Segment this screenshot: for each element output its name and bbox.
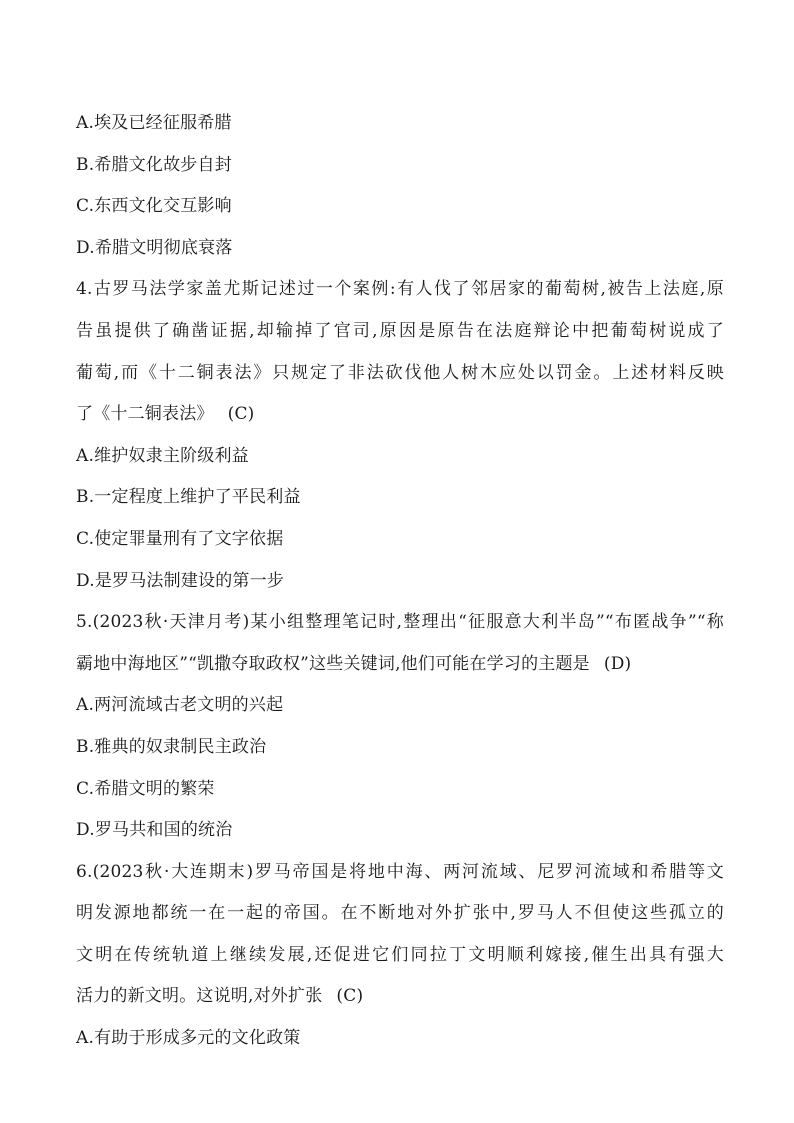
document-page — [76, 103, 724, 1060]
question-5-stem — [76, 602, 724, 685]
question-4-line-4-text: 了《十二铜表法》 — [76, 404, 214, 425]
option-4b: B.一定程度上维护了平民利益 — [76, 487, 301, 508]
option-3a: A.埃及已经征服希腊 — [76, 113, 232, 133]
question-6-answer: (C) — [336, 986, 364, 1007]
option-3c: C.东西文化交互影响 — [76, 196, 232, 217]
question-4-line-1: 4.古罗马法学家盖尤斯记述过一个案例:有人伐了邻居家的葡萄树,被告上法庭,原 — [76, 279, 724, 300]
question-6-line-4 — [76, 976, 724, 1018]
question-4-answer: (C) — [227, 404, 255, 425]
option-6a: A.有助于形成多元的文化政策 — [76, 1028, 301, 1049]
question-6-line-3: 文明在传统轨道上继续发展,还促进它们同拉丁文明顺利嫁接,催生出具有强大 — [76, 944, 724, 965]
question-4-line-4 — [76, 394, 724, 436]
question-4-stem — [76, 269, 724, 435]
question-4-line-2: 告虽提供了确凿证据,却输掉了官司,原因是原告在法庭辩论中把葡萄树说成了 — [76, 320, 724, 341]
question-5-options — [76, 685, 724, 851]
option-4c: C.使定罪量刑有了文字依据 — [76, 528, 284, 549]
option-5c: C.希腊文明的繁荣 — [76, 778, 215, 799]
option-5b: B.雅典的奴隶制民主政治 — [76, 736, 267, 757]
option-5a: A.两河流域古老文明的兴起 — [76, 695, 284, 716]
question-6-line-4-text: 活力的新文明。这说明,对外扩张 — [76, 986, 323, 1007]
option-5d: D.罗马共和国的统治 — [76, 820, 233, 841]
question-5-answer: (D) — [603, 653, 632, 674]
question-6-line-1: 6.(2023秋·大连期末)罗马帝国是将地中海、两河流域、尼罗河流域和希腊等文 — [76, 861, 724, 882]
option-3b: B.希腊文化故步自封 — [76, 154, 232, 175]
question-6-line-2: 明发源地都统一在一起的帝国。在不断地对外扩张中,罗马人不但使这些孤立的 — [76, 903, 724, 924]
question-6-options — [76, 1018, 724, 1060]
question-5-line-1: 5.(2023秋·天津月考)某小组整理笔记时,整理出“征服意大利半岛”“布匿战争”“称 — [76, 612, 724, 633]
option-4d: D.是罗马法制建设的第一步 — [76, 570, 285, 591]
question-5-line-2-text: 霸地中海地区”“凯撒夺取政权”这些关键词,他们可能在学习的主题是 — [76, 653, 590, 674]
question-5-line-2 — [76, 644, 724, 686]
question-4-options — [76, 436, 724, 602]
question-6-stem — [76, 852, 724, 1018]
option-4a: A.维护奴隶主阶级利益 — [76, 445, 249, 466]
option-3d: D.希腊文明彻底衰落 — [76, 237, 233, 258]
question-4-line-3: 葡萄,而《十二铜表法》只规定了非法砍伐他人树木应处以罚金。上述材料反映 — [76, 362, 724, 383]
question-3-options — [76, 103, 724, 269]
